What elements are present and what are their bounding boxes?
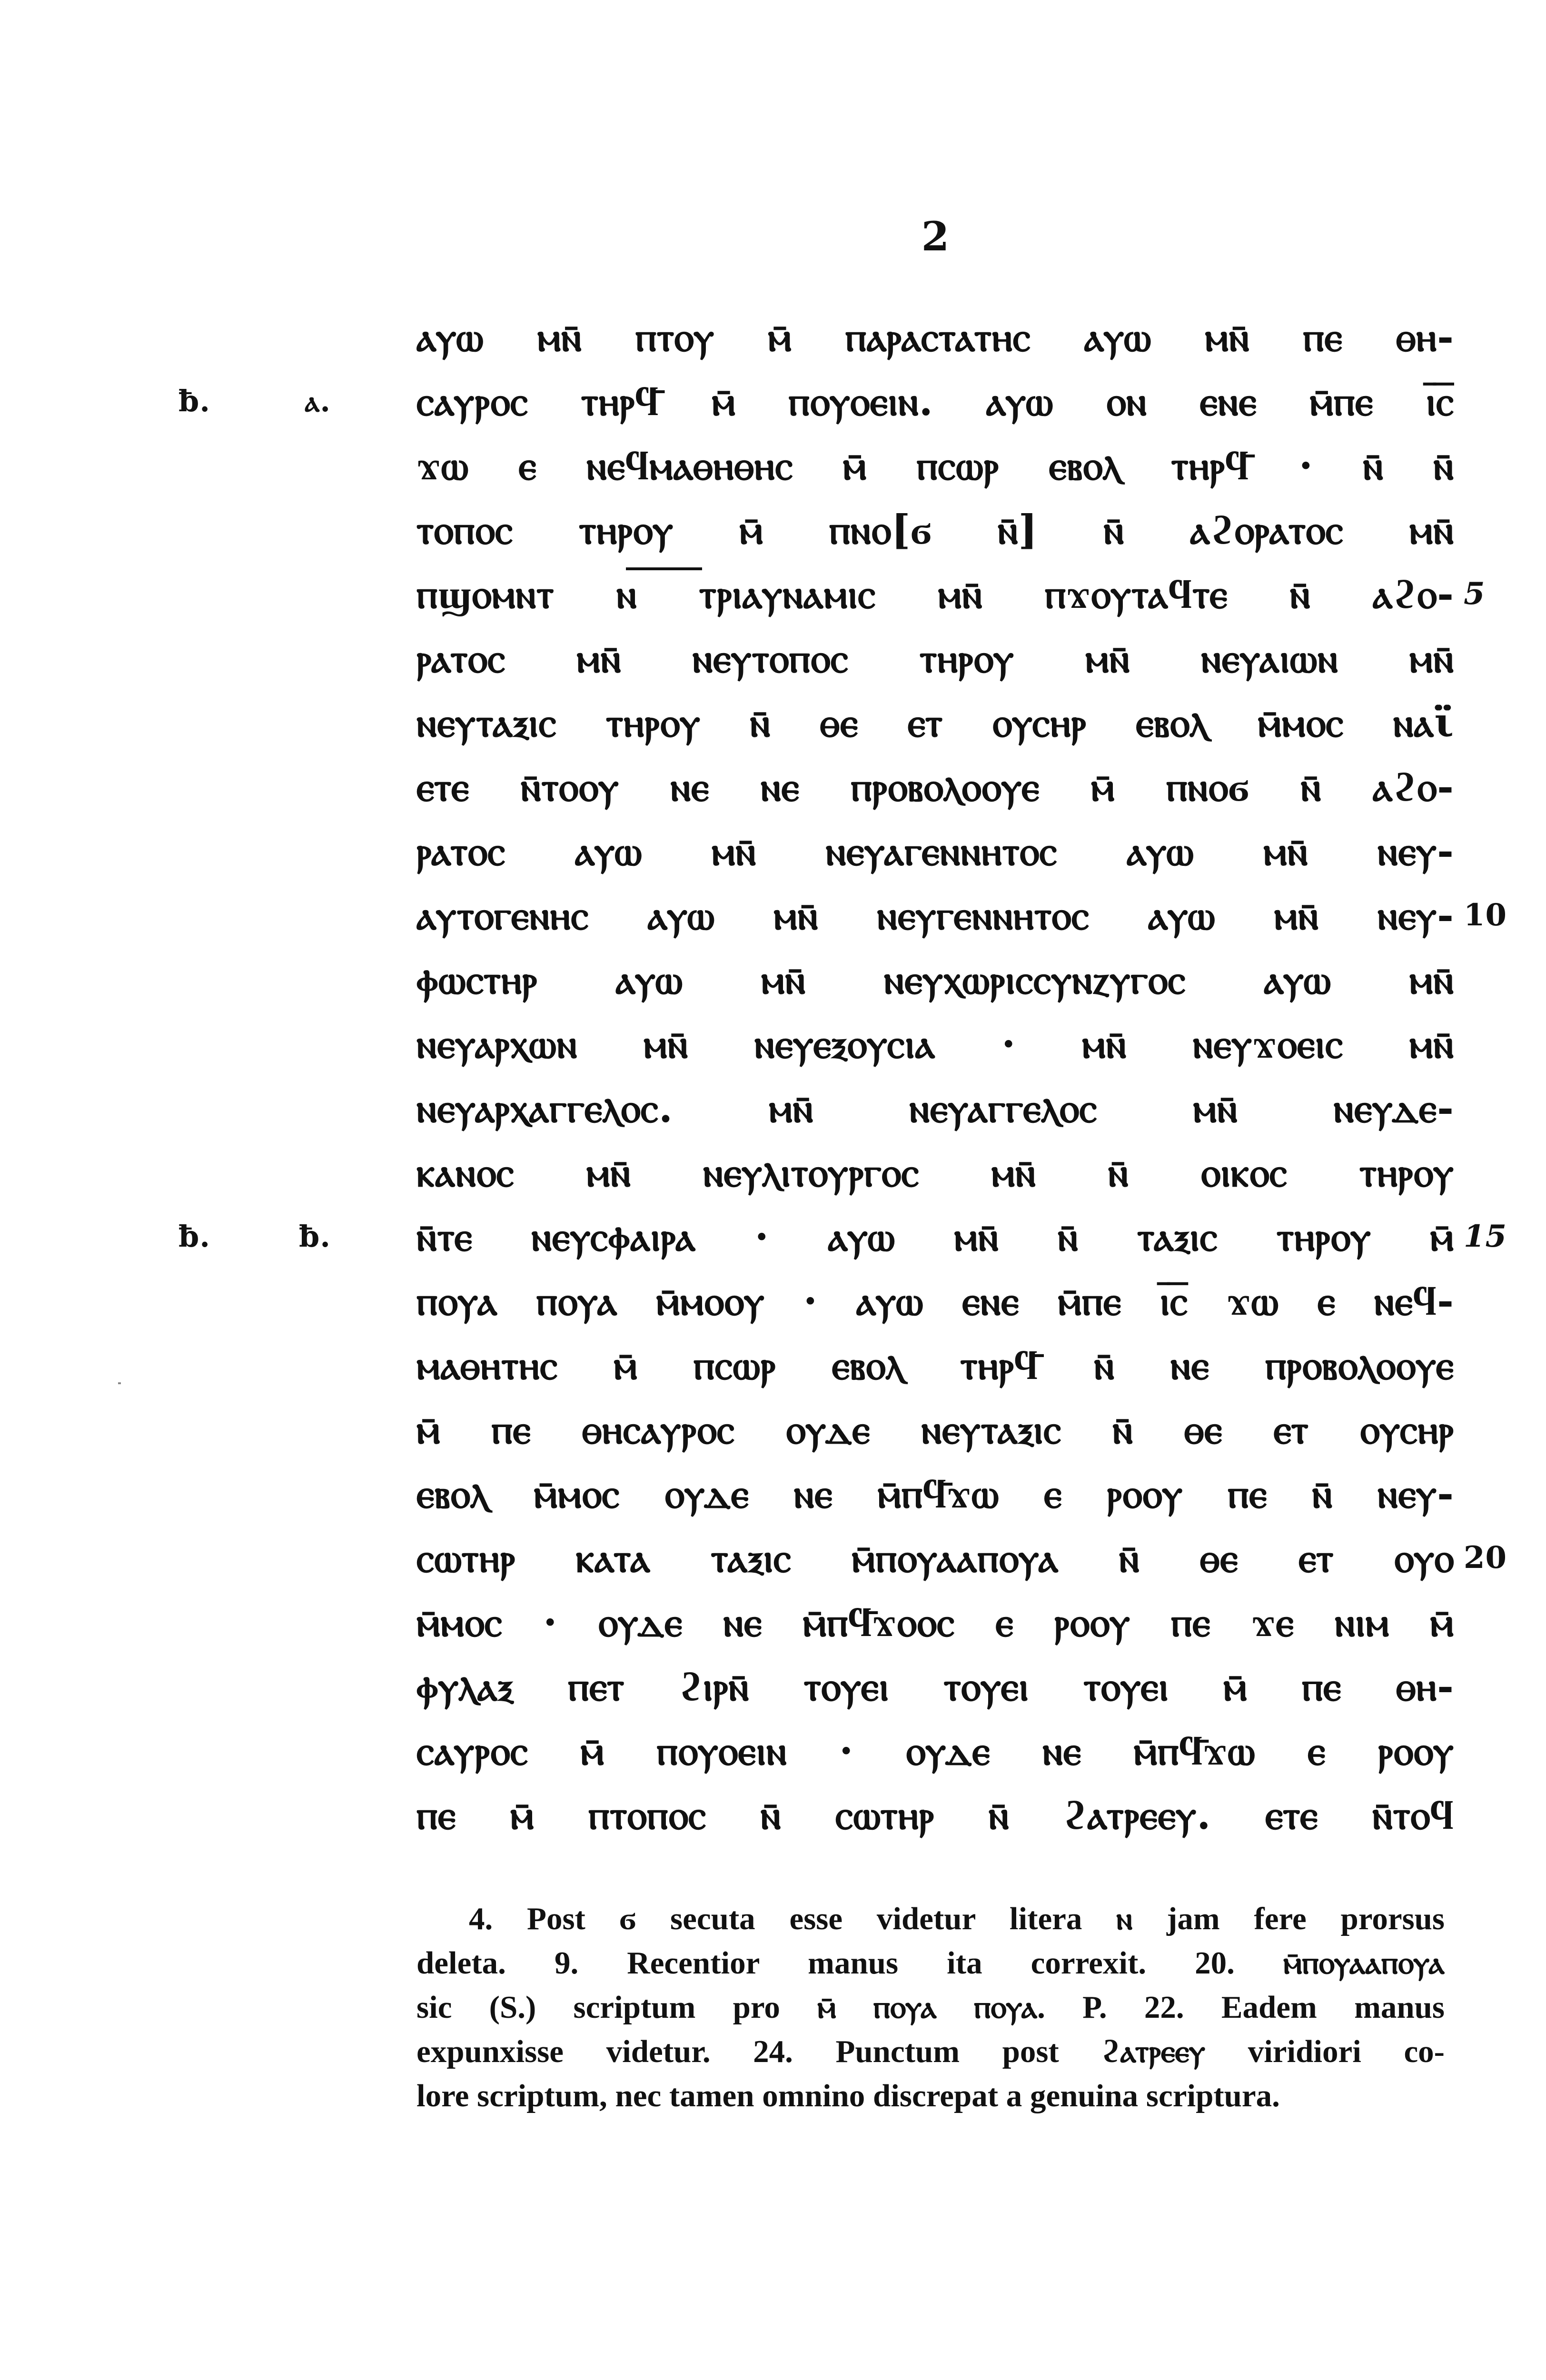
text-line-content: ⲕⲁⲛⲟⲥ ⲙⲛ̄ ⲛⲉⲩⲗⲓⲧⲟⲩⲣⲅⲟⲥ ⲙⲛ̄ ⲛ̄ ⲟⲓⲕⲟⲥ ⲧⲏⲣⲟⲩ	[416, 1149, 1454, 1196]
text-line	[178, 1204, 1507, 1269]
text-line-content: ⲛ̄ⲧⲉ ⲛⲉⲩⲥⲫⲁⲓⲣⲁ · ⲁⲩⲱ ⲙⲛ̄ ⲛ̄ ⲧⲁⲝⲓⲥ ⲧⲏⲣⲟⲩ ⲙ̄	[416, 1213, 1454, 1260]
text-line	[416, 754, 1454, 819]
margin-mark	[118, 1382, 121, 1384]
text-line	[416, 1140, 1454, 1204]
text-line	[416, 1076, 1454, 1140]
text-line-content: ⲫⲩⲗⲁⲝ ⲡⲉⲧ ϩⲓⲣⲛ̄ ⲧⲟⲩⲉⲓ ⲧⲟⲩⲉⲓ ⲧⲟⲩⲉⲓ ⲙ̄ ⲡⲉ ⲑⲏ-	[416, 1663, 1454, 1710]
text-line-content: ⲧⲟⲡⲟⲥ ⲧⲏⲣⲟⲩ ⲙ̄ ⲡⲛⲟ[ϭ ⲛ̄] ⲛ̄ ⲁϩⲟⲣⲁⲧⲟⲥ ⲙⲛ̄	[416, 506, 1454, 553]
text-line	[416, 1461, 1454, 1526]
text-line	[416, 1526, 1507, 1590]
text-line	[416, 562, 1486, 626]
text-line	[416, 1012, 1454, 1076]
margin-sigil: ƀ. ⲁ.	[178, 384, 331, 418]
text-line-content: ⲫⲱⲥⲧⲏⲣ ⲁⲩⲱ ⲙⲛ̄ ⲛⲉⲩⲭⲱⲣⲓⲥⲥⲩⲛⲍⲩⲅⲟⲥ ⲁⲩⲱ ⲙⲛ̄	[416, 956, 1454, 1003]
text-line	[416, 1333, 1454, 1397]
text-line	[416, 690, 1454, 754]
line-number: 5	[1464, 576, 1486, 612]
text-line	[416, 819, 1454, 883]
footnotes	[416, 1897, 1445, 2118]
text-line	[416, 1783, 1454, 1847]
text-line-content: ⲙⲁⲑⲏⲧⲏⲥ ⲙ̄ ⲡⲥⲱⲣ ⲉⲃⲟⲗ ⲧⲏⲣϥ̄ ⲛ̄ ⲛⲉ ⲡⲣⲟⲃⲟⲗⲟⲟⲩⲉ	[416, 1341, 1454, 1388]
text-line-content: ⲛⲉⲩⲁⲣⲭⲱⲛ ⲙⲛ̄ ⲛⲉⲩⲉⲝⲟⲩⲥⲓⲁ · ⲙⲛ̄ ⲛⲉⲩϫⲟⲉⲓⲥ ⲙⲛ̄	[416, 1020, 1454, 1067]
text-line-content: ⲛⲉⲩⲧⲁⲝⲓⲥ ⲧⲏⲣⲟⲩ ⲛ̄ ⲑⲉ ⲉⲧ ⲟⲩⲥⲏⲣ ⲉⲃⲟⲗ ⲙ̄ⲙⲟⲥ ⲛⲁϊ̈	[416, 699, 1454, 746]
footnote-line: expunxisse videtur. 24. Punctum post ϩⲁⲧⲣⲉⲉⲩ viridiori co-	[416, 2034, 1445, 2069]
line-number: 10	[1464, 897, 1507, 933]
text-line	[416, 1397, 1454, 1461]
text-line-content: ⲥⲁⲩⲣⲟⲥ ⲙ̄ ⲡⲟⲩⲟⲉⲓⲛ · ⲟⲩⲇⲉ ⲛⲉ ⲙ̄ⲡϥ̄ϫⲱ ⲉ ⲣⲟⲟⲩ	[416, 1727, 1454, 1774]
text-line-content: ⲙ̄ ⲡⲉ ⲑⲏⲥⲁⲩⲣⲟⲥ ⲟⲩⲇⲉ ⲛⲉⲩⲧⲁⲝⲓⲥ ⲛ̄ ⲑⲉ ⲉⲧ ⲟⲩⲥⲏⲣ	[416, 1406, 1454, 1453]
text-line	[178, 369, 1454, 433]
line-number: 20	[1464, 1540, 1507, 1576]
text-line-content: ⲙ̄ⲙⲟⲥ · ⲟⲩⲇⲉ ⲛⲉ ⲙ̄ⲡϥ̄ϫⲟⲟⲥ ⲉ ⲣⲟⲟⲩ ⲡⲉ ϫⲉ ⲛⲓⲙ ⲙ̄	[416, 1598, 1454, 1646]
text-line-content: ⲥⲱⲧⲏⲣ ⲕⲁⲧⲁ ⲧⲁⲝⲓⲥ ⲙ̄ⲡⲟⲩⲁⲁⲡⲟⲩⲁ ⲛ̄ ⲑⲉ ⲉⲧ ⲟⲩⲟ	[416, 1534, 1454, 1581]
coptic-text-block	[178, 305, 1507, 1847]
text-line	[416, 1718, 1454, 1783]
text-line-content: ⲉⲃⲟⲗ ⲙ̄ⲙⲟⲥ ⲟⲩⲇⲉ ⲛⲉ ⲙ̄ⲡϥ̄ϫⲱ ⲉ ⲣⲟⲟⲩ ⲡⲉ ⲛ̄ ⲛⲉⲩ-	[416, 1470, 1454, 1517]
text-line	[416, 1269, 1454, 1333]
text-line-content: ⲛⲉⲩⲁⲣⲭⲁⲅⲅⲉⲗⲟⲥ. ⲙⲛ̄ ⲛⲉⲩⲁⲅⲅⲉⲗⲟⲥ ⲙⲛ̄ ⲛⲉⲩⲇⲉ-	[416, 1084, 1454, 1131]
margin-sigil: ƀ. ƀ.	[178, 1219, 331, 1254]
text-line-content: ⲡⲉ ⲙ̄ ⲡⲧⲟⲡⲟⲥ ⲛ̄ ⲥⲱⲧⲏⲣ ⲛ̄ ϩⲁⲧⲣⲉⲉⲩ. ⲉⲧⲉ ⲛ̄ⲧⲟϥ	[416, 1791, 1454, 1838]
footnote-line: deleta. 9. Recentior manus ita correxit. 20. ⲙ̄ⲡⲟⲩⲁⲁⲡⲟⲩⲁ	[416, 1945, 1445, 1981]
text-line-content: ⲣⲁⲧⲟⲥ ⲙⲛ̄ ⲛⲉⲩⲧⲟⲡⲟⲥ ⲧⲏⲣⲟⲩ ⲙⲛ̄ ⲛⲉⲩⲁⲓⲱⲛ ⲙⲛ̄	[416, 635, 1454, 682]
text-line	[416, 626, 1454, 690]
text-line	[416, 883, 1507, 947]
text-line-content: ⲁⲩⲱ ⲙⲛ̄ ⲡⲧⲟⲩ ⲙ̄ ⲡⲁⲣⲁⲥⲧⲁⲧⲏⲥ ⲁⲩⲱ ⲙⲛ̄ ⲡⲉ ⲑⲏ-	[416, 313, 1454, 360]
text-line-content: ⲉⲧⲉ ⲛ̄ⲧⲟⲟⲩ ⲛⲉ ⲛⲉ ⲡⲣⲟⲃⲟⲗⲟⲟⲩⲉ ⲙ̄ ⲡⲛⲟϭ ⲛ̄ ⲁϩⲟ-	[416, 763, 1454, 810]
text-line	[416, 947, 1454, 1012]
text-line-content: ⲡϣⲟⲙⲛⲧ ⲛ ⲧⲣⲓⲁⲩⲛⲁⲙⲓⲥ ⲙⲛ̄ ⲡϫⲟⲩⲧⲁϥⲧⲉ ⲛ̄ ⲁϩⲟ-	[416, 570, 1454, 617]
text-line-content: ϫⲱ ⲉ ⲛⲉϥⲙⲁⲑⲏⲑⲏⲥ ⲙ̄ ⲡⲥⲱⲣ ⲉⲃⲟⲗ ⲧⲏⲣϥ̄ · ⲛ̄ ⲛ̄	[416, 442, 1454, 489]
text-line	[416, 1590, 1454, 1654]
footnote-line: 4. Post ϭ secuta esse videtur litera ⲛ jam fere prorsus	[469, 1901, 1445, 1936]
text-line-content: ⲁⲩⲧⲟⲅⲉⲛⲏⲥ ⲁⲩⲱ ⲙⲛ̄ ⲛⲉⲩⲅⲉⲛⲛⲏⲧⲟⲥ ⲁⲩⲱ ⲙⲛ̄ ⲛⲉⲩ-	[416, 892, 1454, 939]
footnote-line: lore scriptum, nec tamen omnino discrepat a genuina scriptura.	[416, 2078, 1280, 2113]
text-line-content: ⲡⲟⲩⲁ ⲡⲟⲩⲁ ⲙ̄ⲙⲟⲟⲩ · ⲁⲩⲱ ⲉⲛⲉ ⲙ̄ⲡⲉ ⲓ̅ⲥ̅ ϫⲱ ⲉ ⲛⲉϥ-	[416, 1277, 1454, 1324]
text-line	[416, 1654, 1454, 1718]
text-line	[416, 433, 1454, 497]
footnote-line: sic (S.) scriptum pro ⲙ̄ ⲡⲟⲩⲁ ⲡⲟⲩⲁ. P. 22. Eadem manus	[416, 1990, 1445, 2025]
text-line	[416, 305, 1454, 369]
line-number: 15	[1464, 1219, 1507, 1254]
text-line-content: ⲥⲁⲩⲣⲟⲥ ⲧⲏⲣϥ̄ ⲙ̄ ⲡⲟⲩⲟⲉⲓⲛ. ⲁⲩⲱ ⲟⲛ ⲉⲛⲉ ⲙ̄ⲡⲉ ⲓ̅ⲥ̅	[416, 377, 1454, 425]
text-line	[416, 497, 1454, 562]
text-line-content: ⲣⲁⲧⲟⲥ ⲁⲩⲱ ⲙⲛ̄ ⲛⲉⲩⲁⲅⲉⲛⲛⲏⲧⲟⲥ ⲁⲩⲱ ⲙⲛ̄ ⲛⲉⲩ-	[416, 827, 1454, 874]
page-number: 2	[921, 213, 950, 260]
